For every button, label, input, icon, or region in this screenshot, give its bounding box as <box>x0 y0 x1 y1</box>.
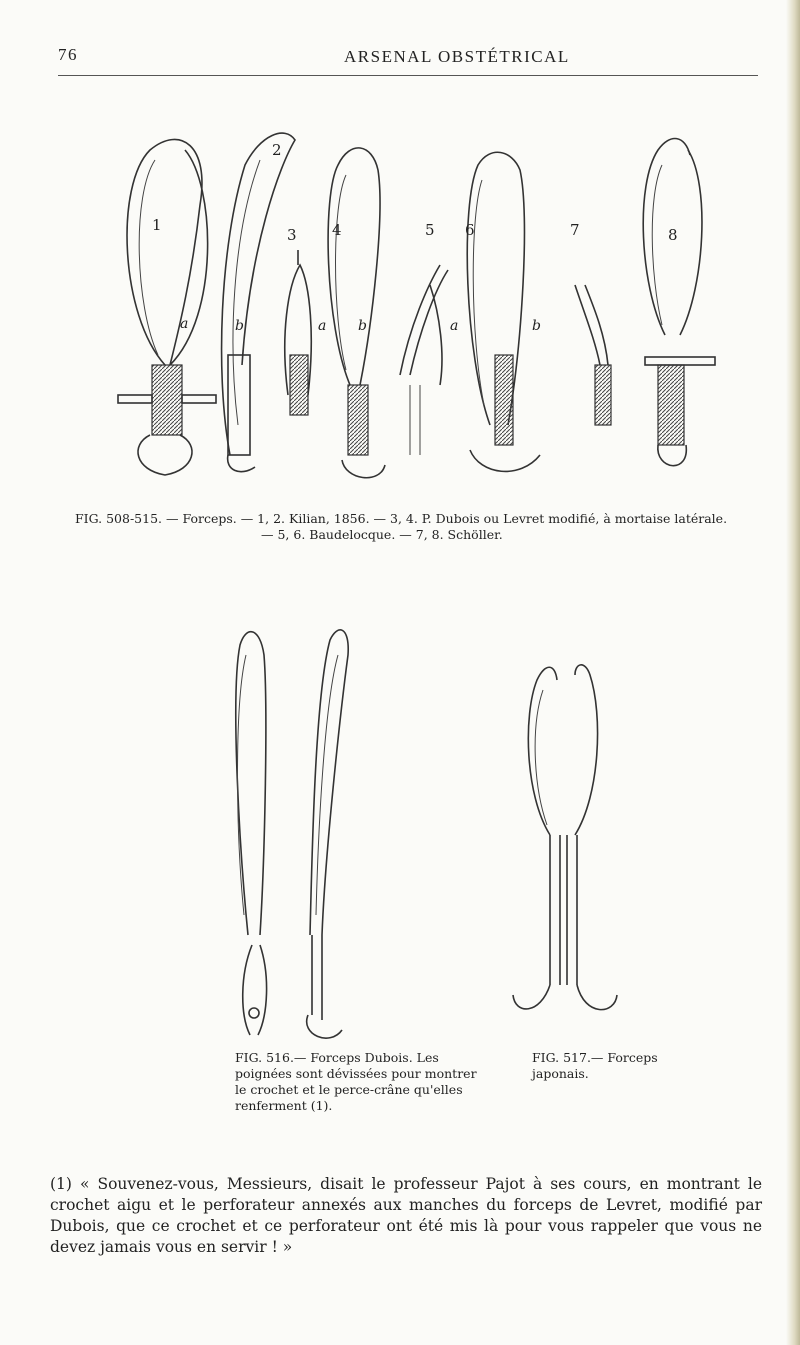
forceps-label-3: 3 <box>287 226 297 244</box>
forceps-2-drawing <box>222 133 295 472</box>
forceps-1-drawing <box>118 139 216 475</box>
figure-caption-508-515 <box>75 511 775 543</box>
caption-line-2: — 5, 6. Baudelocque. — 7, 8. Schöller. <box>261 527 503 542</box>
forceps-label-4: 4 <box>332 221 342 239</box>
header-rule <box>58 75 758 76</box>
forceps-6-drawing <box>467 152 540 471</box>
part-letter-b-6: b <box>532 318 541 334</box>
forceps-figure-508-515 <box>110 125 720 505</box>
page-edge-shadow <box>786 0 800 1345</box>
part-letter-a-3: a <box>318 318 327 334</box>
part-letter-b-4: b <box>358 318 367 334</box>
forceps-4-drawing <box>328 148 385 478</box>
forceps-8-drawing <box>643 139 715 466</box>
forceps-figure-516 <box>220 615 370 1045</box>
forceps-label-5: 5 <box>425 221 435 239</box>
forceps-figure-517 <box>505 655 625 1035</box>
footnote: (1) « Souvenez-vous, Messieurs, disait le professeur Pajot à ses cours, en montrant le crochet aigu et le perforateur annexés aux manches du forceps de Levret, modifié par Dubois, que ce crochet et ce perforateur ont été mis là pour vous rappeler que vous ne devez jamais vous en servir ! » <box>50 1174 762 1256</box>
forceps-5-drawing <box>400 265 448 455</box>
forceps-7-drawing <box>575 285 611 425</box>
part-letter-a-5: a <box>450 318 459 334</box>
caption-line-1: FIG. 508-515. — Forceps. — 1, 2. Kilian, 1856. — 3, 4. P. Dubois ou Levret modifié, à mortaise latérale. <box>75 511 728 526</box>
figure-caption-517: FIG. 517.— Forceps japonais. <box>532 1050 658 1081</box>
running-title: ARSENAL OBSTÉTRICAL <box>344 47 570 66</box>
part-letter-a-1: a <box>180 316 189 332</box>
forceps-label-6: 6 <box>465 221 475 239</box>
page-number: 76 <box>58 45 78 64</box>
forceps-label-1: 1 <box>152 216 162 234</box>
forceps-label-8: 8 <box>668 226 678 244</box>
forceps-3-drawing <box>285 250 311 415</box>
figure-caption-516: FIG. 516.— Forceps Dubois. Les poignées sont dévissées pour montrer le crochet et le perce-crâne qu'elles renferment (1). <box>235 1050 477 1113</box>
forceps-label-7: 7 <box>570 221 580 239</box>
forceps-label-2: 2 <box>272 141 282 159</box>
part-letter-b-2: b <box>235 318 244 334</box>
